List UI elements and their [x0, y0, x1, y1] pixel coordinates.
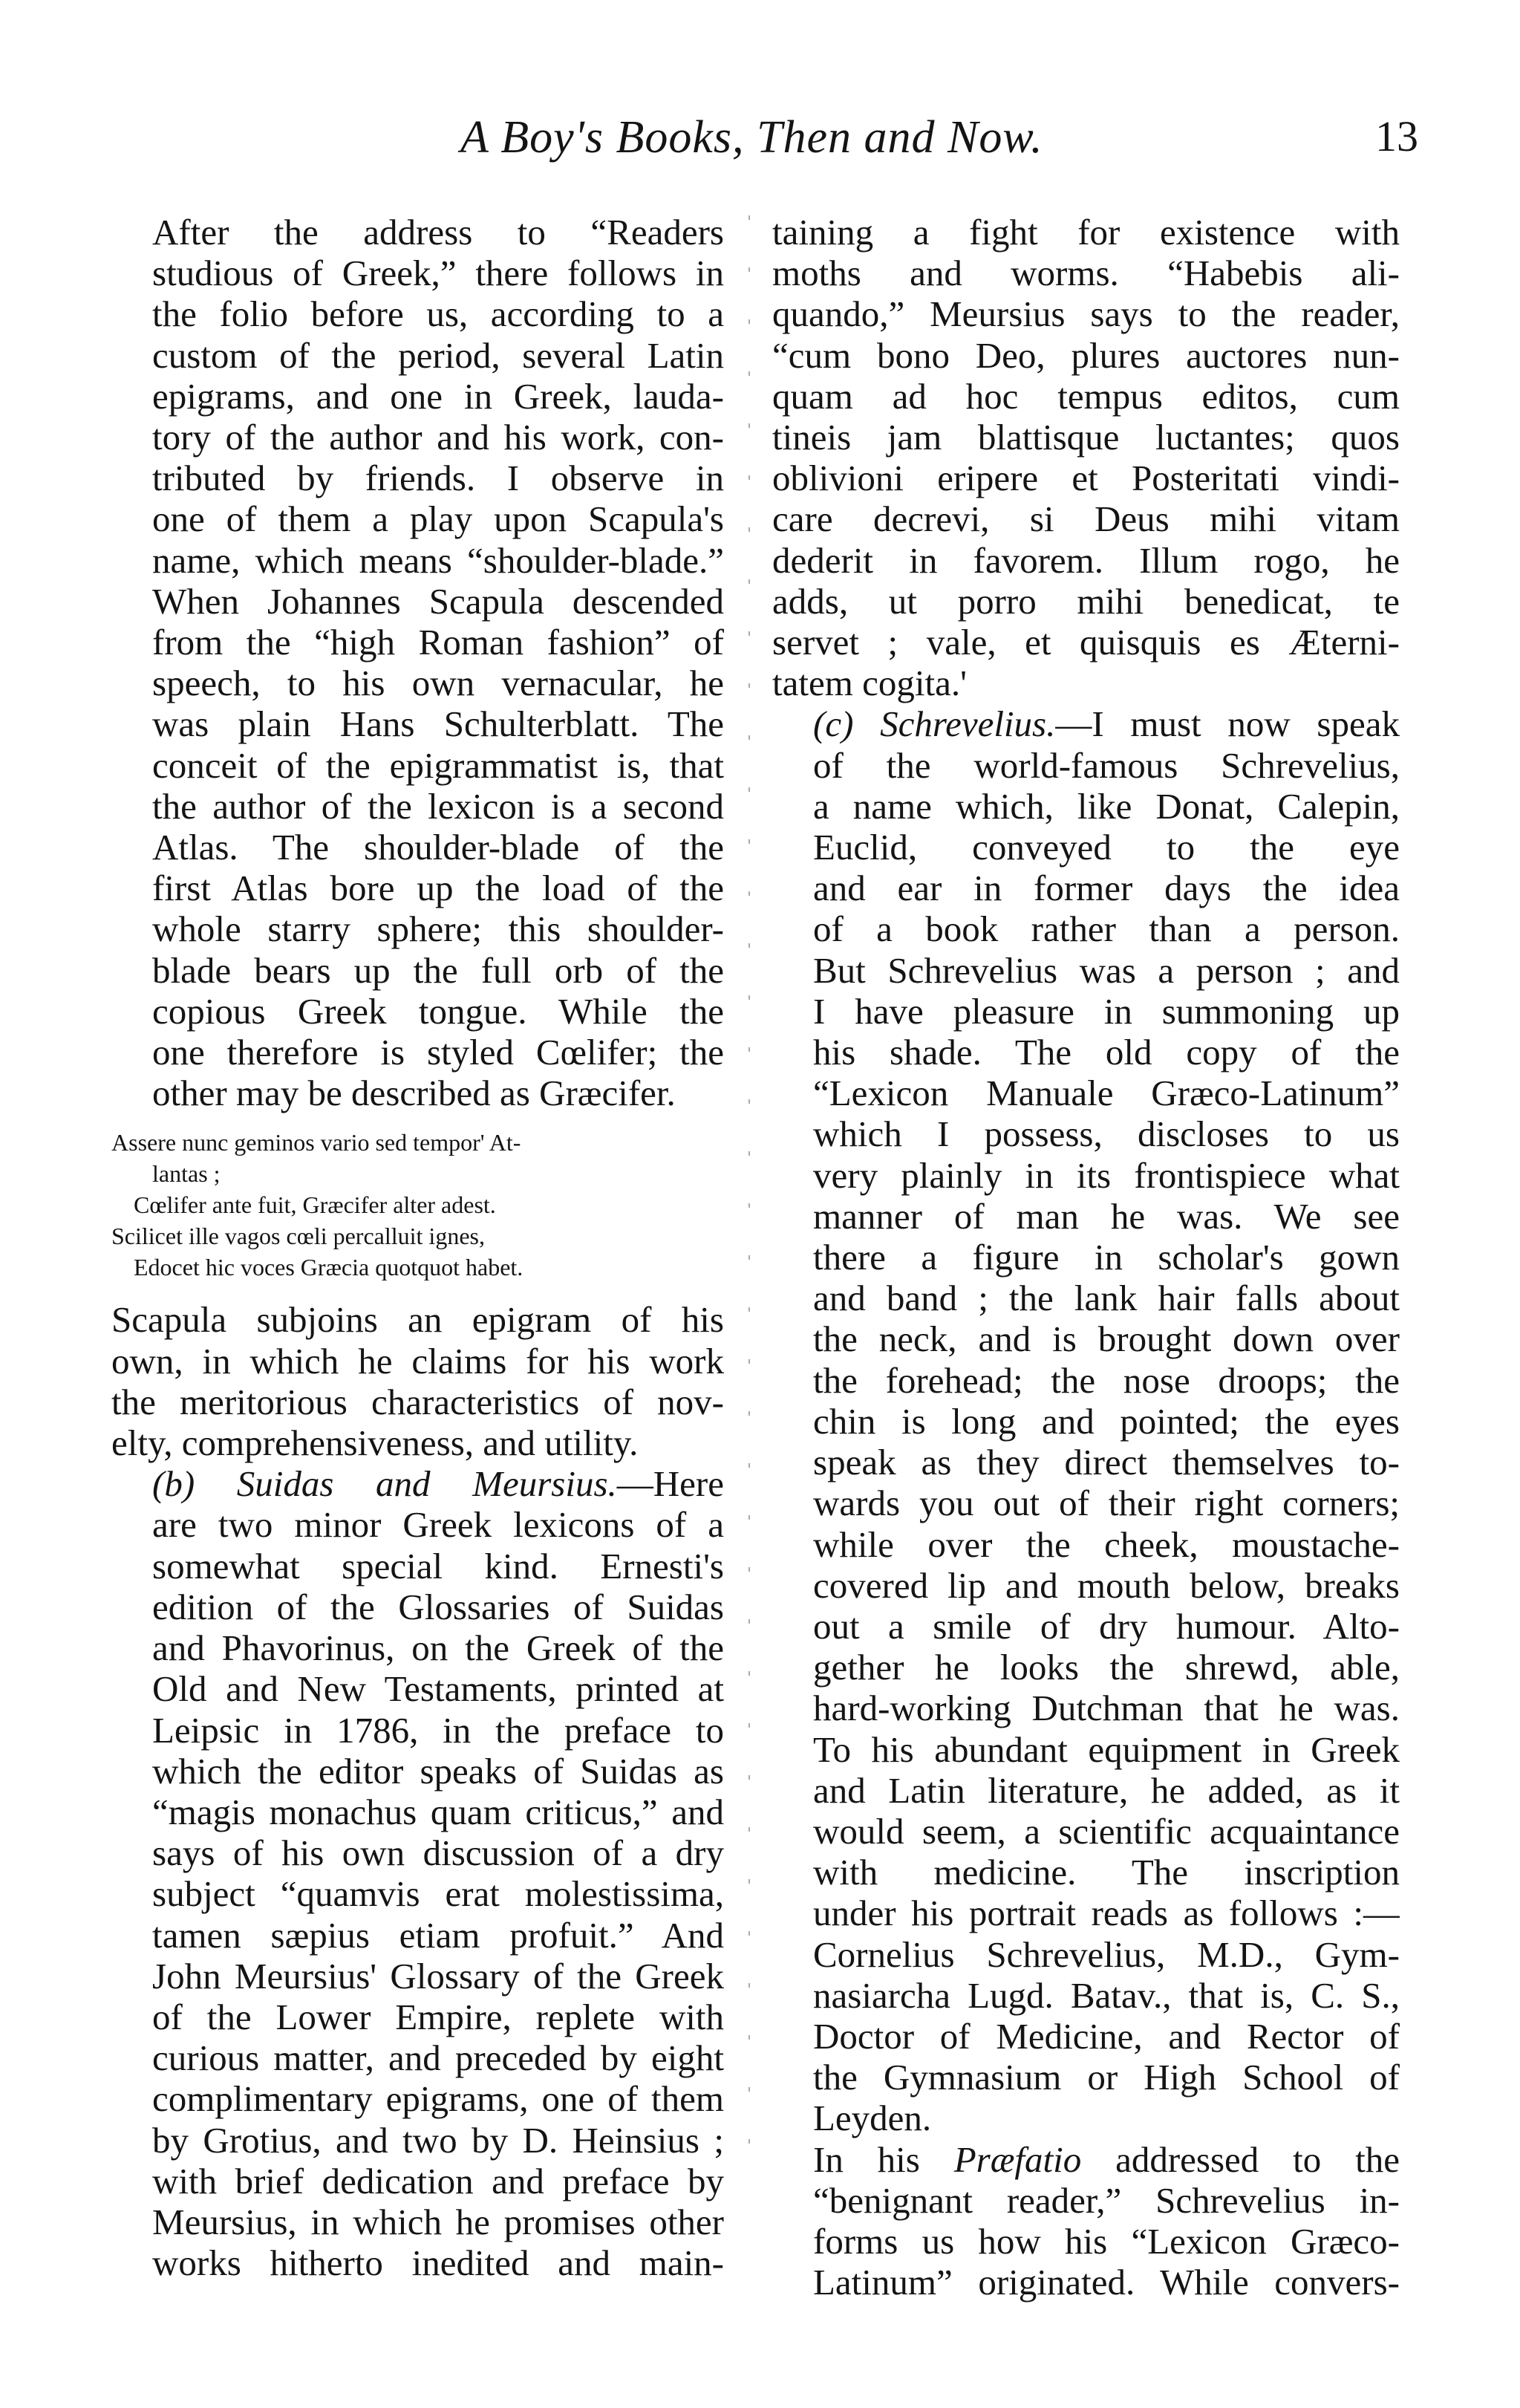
text-line: Doctor of Medicine, and Rector of [813, 2015, 1400, 2057]
column-divider [748, 215, 750, 2184]
text-line: speech, to his own vernacular, he [152, 663, 724, 704]
text-line: tatem cogita.' [772, 663, 967, 704]
text-line: servet ; vale, et quisquis es Æterni- [772, 622, 1400, 663]
text-line: custom of the period, several Latin [152, 334, 724, 376]
verse-line: Scilicet ille vagos cœli percalluit ignes, [111, 1223, 485, 1250]
text-line: epigrams, and one in Greek, lauda- [152, 375, 724, 417]
text-line: the forehead; the nose droops; the [813, 1359, 1400, 1401]
text-line: edition of the Glossaries of Suidas [152, 1586, 724, 1627]
text-line [772, 2139, 1400, 2180]
text-line: the meritorious characteristics of nov- [111, 1381, 724, 1422]
text-line: are two minor Greek lexicons of a [152, 1504, 724, 1546]
page-number: 13 [1375, 112, 1418, 160]
text-line: quam ad hoc tempus editos, cum [772, 375, 1400, 417]
text-line: a name which, like Donat, Calepin, [813, 785, 1400, 827]
text-line: and band ; the lank hair falls about [813, 1278, 1400, 1319]
verse-line: lantas ; [152, 1160, 221, 1188]
text-line: After the address to “Readers [152, 212, 724, 253]
text-line: manner of man he was. We see [813, 1195, 1400, 1237]
text-line: “Lexicon Manuale Græco-Latinum” [813, 1073, 1400, 1114]
left-column [111, 212, 724, 2283]
text-line: Cornelius Schrevelius, M.D., Gym- [813, 1933, 1400, 1975]
text-line: elty, comprehensiveness, and utility. [111, 1422, 639, 1464]
text-line: of a book rather than a person. [813, 908, 1400, 950]
text-line: But Schrevelius was a person ; and [813, 949, 1400, 991]
text-line: there a figure in scholar's gown [813, 1237, 1400, 1278]
text-line: John Meursius' Glossary of the Greek [152, 1955, 724, 1997]
text-line: oblivioni eripere et Posteritati vindi- [772, 458, 1400, 499]
text-line: Meursius, in which he promises other [152, 2201, 724, 2242]
text-line: of the world-famous Schrevelius, [813, 744, 1400, 786]
text-line: of the Lower Empire, replete with [152, 1996, 724, 2037]
text-line: Atlas. The shoulder-blade of the [152, 827, 724, 868]
paragraph-address [111, 212, 724, 1113]
text-line: Leipsic in 1786, in the preface to [152, 1709, 724, 1751]
paragraph-praefatio [772, 2139, 1400, 2303]
text-run: —Here [616, 1463, 724, 1505]
text-line: the Gymnasium or High School of [813, 2057, 1400, 2098]
text-run: addressed to the [1081, 2138, 1400, 2180]
text-line: Euclid, conveyed to the eye [813, 827, 1400, 868]
text-line: would seem, a scientific acquaintance [813, 1810, 1400, 1852]
text-line: the author of the lexicon is a second [152, 785, 724, 827]
text-line: nasiarcha Lugd. Batav., that is, C. S., [813, 1974, 1400, 2016]
verse-line: Cœlifer ante fuit, Græcifer alter adest. [134, 1191, 496, 1219]
text-line: When Johannes Scapula descended [152, 580, 724, 622]
text-line: “cum bono Deo, plures auctores nun- [772, 334, 1400, 376]
section-letter: (c) [813, 703, 881, 745]
text-line: from the “high Roman fashion” of [152, 622, 724, 663]
text-line: moths and worms. “Habebis ali- [772, 253, 1400, 294]
text-line: forms us how his “Lexicon Græco- [813, 2220, 1400, 2262]
text-line: Latinum” originated. While convers- [813, 2262, 1400, 2303]
text-line: with brief dedication and preface by [152, 2160, 724, 2202]
text-line: studious of Greek,” there follows in [152, 253, 724, 294]
text-line: “benignant reader,” Schrevelius in- [813, 2179, 1400, 2221]
text-line: taining a fight for existence with [772, 212, 1400, 253]
paragraph-meursius-continued [772, 212, 1400, 703]
text-line: Leyden. [813, 2098, 932, 2139]
text-line: hard-working Dutchman that he was. [813, 1688, 1400, 1729]
text-line: tributed by friends. I observe in [152, 458, 724, 499]
text-line: quando,” Meursius says to the reader, [772, 293, 1400, 335]
text-line: wards you out of their right corners; [813, 1483, 1400, 1524]
text-line: blade bears up the full orb of the [152, 949, 724, 991]
running-header [111, 111, 1418, 171]
text-line: name, which means “shoulder-blade.” [152, 539, 724, 581]
text-line: Old and New Testaments, printed at [152, 1668, 724, 1710]
text-line: with medicine. The inscription [813, 1852, 1400, 1893]
verse-line: Edocet hic voces Græcia quotquot habet. [134, 1254, 523, 1281]
section-letter: (b) [152, 1463, 237, 1505]
text-line: curious matter, and preceded by eight [152, 2037, 724, 2079]
text-line [111, 1463, 724, 1504]
text-line: tineis jam blattisque luctantes; quos [772, 417, 1400, 458]
text-line: the folio before us, according to a [152, 293, 724, 335]
italic-term: Præfatio [953, 2138, 1082, 2180]
text-line: and Phavorinus, on the Greek of the [152, 1627, 724, 1669]
text-line: dederit in favorem. Illum rogo, he [772, 539, 1400, 581]
text-line: while over the cheek, moustache- [813, 1523, 1400, 1565]
text-run: —I must now speak [1055, 703, 1400, 745]
text-line: under his portrait reads as follows :— [813, 1893, 1400, 1934]
text-line: out a smile of dry humour. Alto- [813, 1605, 1400, 1647]
text-line: copious Greek tongue. While the [152, 990, 724, 1032]
text-line: “magis monachus quam criticus,” and [152, 1791, 724, 1832]
text-line: one of them a play upon Scapula's [152, 498, 724, 540]
text-line: speak as they direct themselves to- [813, 1442, 1400, 1483]
text-line: complimentary epigrams, one of them [152, 2078, 724, 2120]
latin-epigram [111, 1127, 724, 1283]
text-line: care decrevi, si Deus mihi vitam [772, 498, 1400, 540]
text-line: other may be described as Græcifer. [152, 1073, 676, 1114]
verse-line: Assere nunc geminos vario sed tempor' At- [111, 1129, 521, 1156]
paragraph-scapula-epigram [111, 1299, 724, 1463]
text-line: says of his own discussion of a dry [152, 1832, 724, 1874]
text-line: I have pleasure in summoning up [813, 990, 1400, 1032]
text-line: and ear in former days the idea [813, 868, 1400, 909]
text-line: adds, ut porro mihi benedicat, te [772, 580, 1400, 622]
text-line: the neck, and is brought down over [813, 1318, 1400, 1360]
paragraph-suidas-meursius [111, 1463, 724, 2283]
text-line: own, in which he claims for his work [111, 1340, 724, 1382]
section-heading: Suidas and Meursius. [236, 1463, 617, 1505]
text-line: whole starry sphere; this shoulder- [152, 908, 724, 950]
text-line: chin is long and pointed; the eyes [813, 1400, 1400, 1442]
text-run: In his [813, 2138, 954, 2180]
text-line: Scapula subjoins an epigram of his [111, 1299, 724, 1341]
text-line: To his abundant equipment in Greek [813, 1728, 1400, 1770]
section-heading: Schrevelius. [880, 703, 1056, 745]
text-line: covered lip and mouth below, breaks [813, 1564, 1400, 1606]
text-line [772, 703, 1400, 744]
text-line: his shade. The old copy of the [813, 1032, 1400, 1073]
running-title: A Boy's Books, Then and Now. [460, 112, 1043, 163]
text-line: works hitherto inedited and main- [152, 2242, 724, 2284]
text-line: somewhat special kind. Ernesti's [152, 1545, 724, 1587]
text-line: was plain Hans Schulterblatt. The [152, 703, 724, 745]
text-line: and Latin literature, he added, as it [813, 1769, 1400, 1811]
text-line: gether he looks the shrewd, able, [813, 1647, 1400, 1688]
right-column [772, 212, 1400, 2303]
text-line: tory of the author and his work, con- [152, 417, 724, 458]
text-line: tamen sæpius etiam profuit.” And [152, 1914, 724, 1956]
text-line: subject “quamvis erat molestissima, [152, 1873, 724, 1915]
text-line: which the editor speaks of Suidas as [152, 1750, 724, 1792]
text-line: first Atlas bore up the load of the [152, 868, 724, 909]
text-line: by Grotius, and two by D. Heinsius ; [152, 2119, 724, 2161]
paragraph-schrevelius [772, 703, 1400, 2138]
text-line: which I possess, discloses to us [813, 1113, 1400, 1155]
text-line: one therefore is styled Cœlifer; the [152, 1032, 724, 1073]
text-line: conceit of the epigrammatist is, that [152, 744, 724, 786]
text-line: very plainly in its frontispiece what [813, 1154, 1400, 1196]
